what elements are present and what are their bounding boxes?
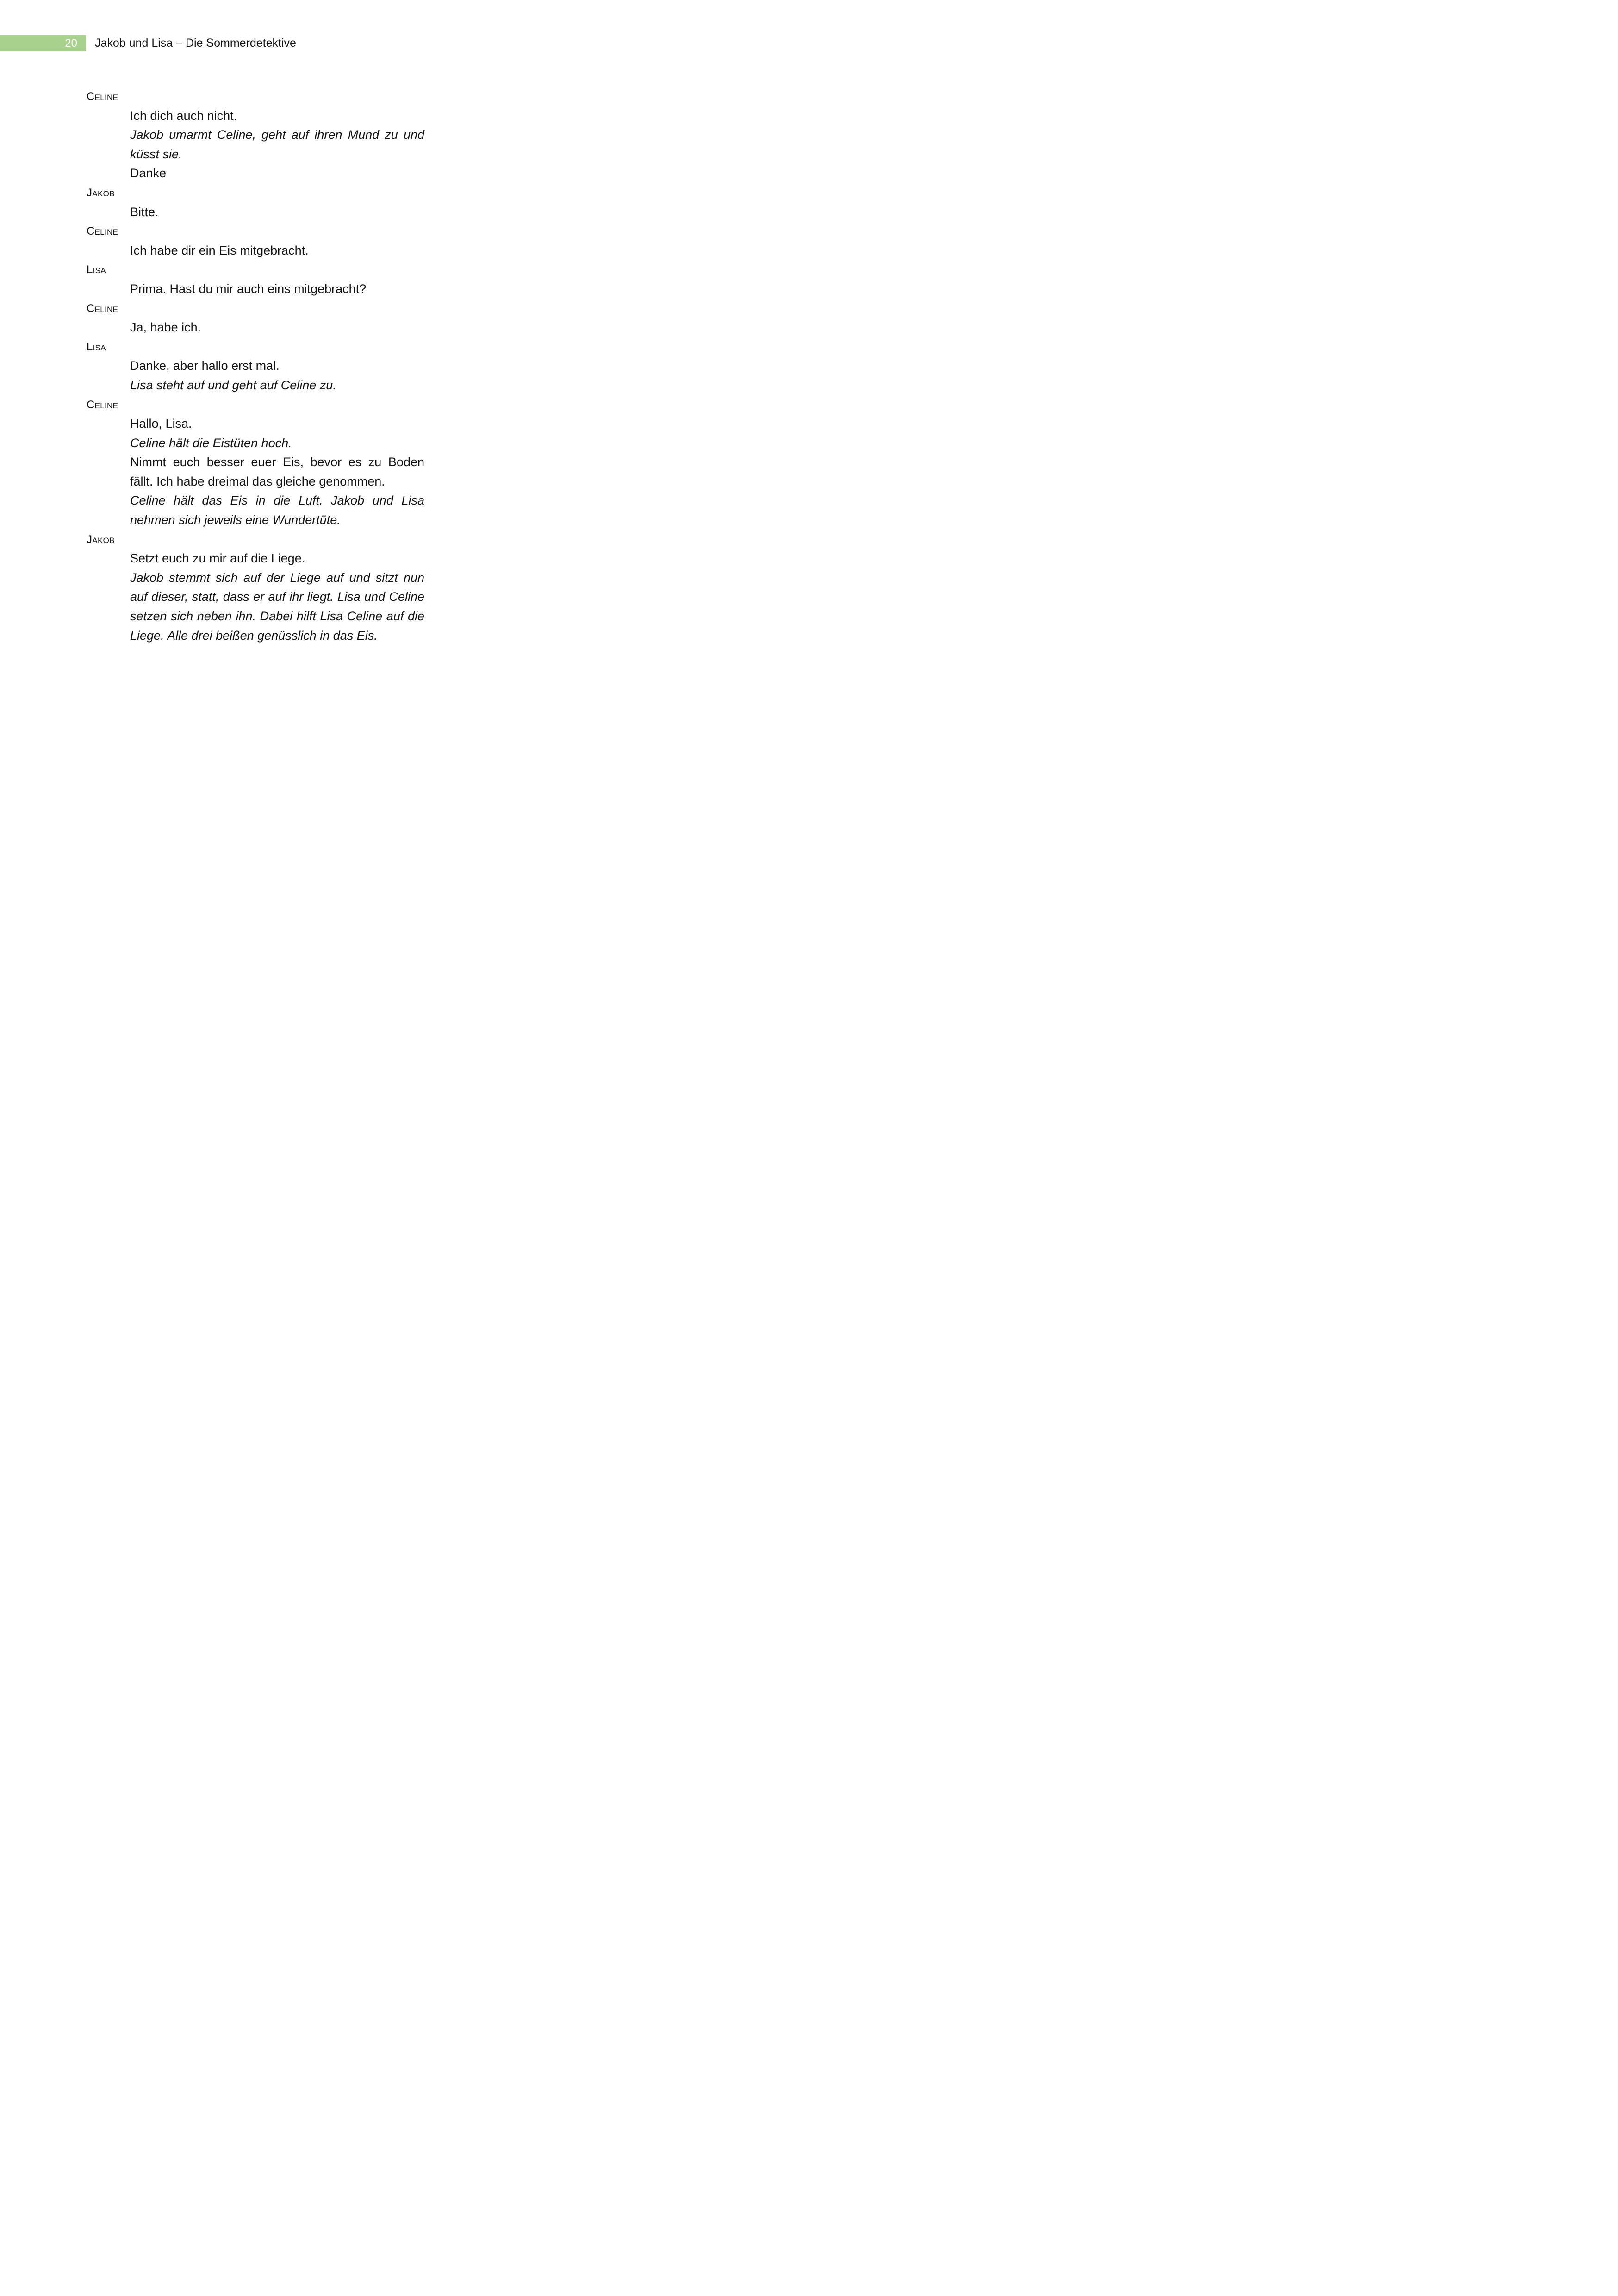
speaker-name: Jakob: [87, 186, 115, 199]
speech-block: [130, 356, 424, 395]
speaker-name: Celine: [87, 225, 118, 238]
stage-direction: Jakob umarmt Celine, geht auf ihren Mund zu und küsst sie.: [130, 128, 424, 161]
speech-block: [130, 280, 424, 299]
dialogue-line: Ja, habe ich.: [130, 320, 201, 335]
speech-block: [130, 549, 424, 645]
speech-block: [130, 203, 424, 222]
dialogue-line: Hallo, Lisa.: [130, 417, 192, 431]
speech-block: [130, 106, 424, 183]
stage-direction: Celine hält die Eistüten hoch.: [130, 436, 292, 450]
stage-direction: Lisa steht auf und geht auf Celine zu.: [130, 378, 336, 392]
speaker-name: Celine: [87, 90, 118, 103]
speech-block: [130, 318, 424, 337]
stage-direction: Jakob stemmt sich auf der Liege auf und sitzt nun auf dieser, statt, dass er auf ihr liegt. Lisa und Celine setzen sich neben ihn. Dabei hilft Lisa Celine auf die Liege. Alle drei beißen genüsslich in das Eis.: [130, 570, 424, 643]
dialogue-line: Prima. Hast du mir auch eins mitgebracht?: [130, 281, 367, 296]
speaker-name: Celine: [87, 398, 118, 411]
script-body: [87, 87, 424, 645]
dialogue-line: Ich habe dir ein Eis mitgebracht.: [130, 243, 309, 257]
dialogue-line: Danke, aber hallo erst mal.: [130, 359, 280, 373]
running-title: Jakob und Lisa – Die Sommerdetektive: [95, 37, 296, 50]
dialogue-line: Danke: [130, 166, 167, 181]
page-number: 20: [65, 37, 77, 50]
dialogue-line: Bitte.: [130, 205, 159, 219]
speaker-name: Jakob: [87, 533, 115, 546]
dialogue-line: Nimmt euch besser euer Eis, bevor es zu Boden fällt. Ich habe dreimal das gleiche genommen.: [130, 455, 424, 488]
dialogue-line: Ich dich auch nicht.: [130, 108, 237, 123]
speaker-name: Lisa: [87, 263, 106, 276]
stage-direction: Celine hält das Eis in die Luft. Jakob und Lisa nehmen sich jeweils eine Wundertüte.: [130, 493, 424, 527]
speech-block: [130, 414, 424, 530]
speaker-name: Celine: [87, 302, 118, 315]
speech-block: [130, 241, 424, 261]
speaker-name: Lisa: [87, 340, 106, 353]
dialogue-line: Setzt euch zu mir auf die Liege.: [130, 551, 305, 566]
